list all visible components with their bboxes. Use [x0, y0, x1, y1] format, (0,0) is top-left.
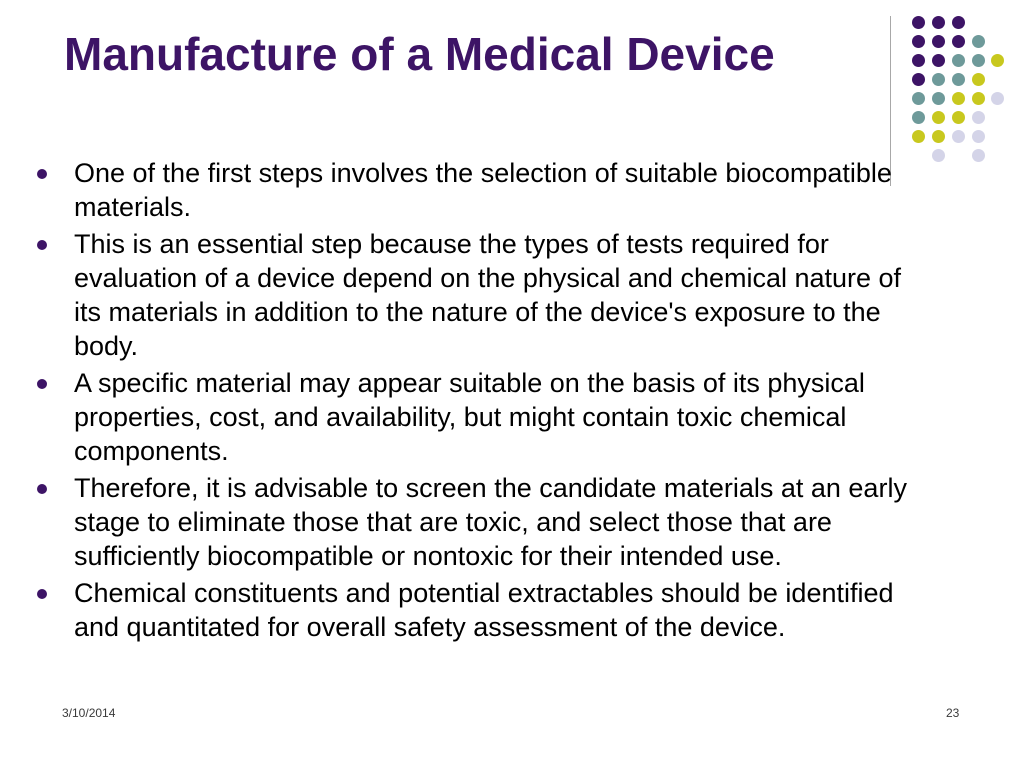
bullet-text: Chemical constituents and potential extractables should be identified and quantitated for overall safety assessment of the device. — [74, 578, 894, 642]
decor-dot — [912, 16, 925, 29]
decor-dot — [912, 54, 925, 67]
decor-dot — [952, 111, 965, 124]
bullet-text: One of the first steps involves the selection of suitable biocompatible materials. — [74, 158, 892, 222]
decor-dot — [972, 73, 985, 86]
bullet-text: This is an essential step because the types of tests required for evaluation of a device depend on the physical and chemical nature of its materials in addition to the nature of the device's exposure to the body. — [74, 229, 902, 361]
decor-dot — [972, 35, 985, 48]
decor-dot — [932, 130, 945, 143]
decor-dot — [972, 149, 985, 162]
decor-dot — [972, 92, 985, 105]
bullet-dot-icon — [37, 379, 47, 389]
decor-dot — [932, 16, 945, 29]
bullet-dot-icon — [37, 589, 47, 599]
page-number: 23 — [946, 706, 960, 720]
decor-dot — [932, 54, 945, 67]
decor-dot — [952, 73, 965, 86]
decor-dot — [932, 92, 945, 105]
bullet-item — [34, 366, 934, 468]
decor-dot — [972, 54, 985, 67]
decor-dot — [912, 92, 925, 105]
bullet-dot-icon — [37, 240, 47, 250]
bullet-item — [34, 227, 934, 363]
bullet-dot-icon — [37, 484, 47, 494]
decor-dot — [932, 73, 945, 86]
decor-dot — [952, 130, 965, 143]
decor-dot — [932, 111, 945, 124]
bullet-item — [34, 156, 934, 224]
bullet-list — [34, 156, 934, 647]
bullet-item — [34, 471, 934, 573]
decor-dot — [952, 92, 965, 105]
decor-dot — [912, 111, 925, 124]
decor-dot — [912, 130, 925, 143]
slide-title: Manufacture of a Medical Device — [64, 28, 775, 80]
bullet-text: Therefore, it is advisable to screen the candidate materials at an early stage to eliminate those that are toxic, and select those that are sufficiently biocompatible or nontoxic for their intended use. — [74, 473, 907, 571]
decor-dot — [972, 130, 985, 143]
decor-dot — [991, 92, 1004, 105]
decor-dot — [952, 16, 965, 29]
decor-dot — [952, 35, 965, 48]
bullet-text: A specific material may appear suitable on the basis of its physical properties, cost, and availability, but might contain toxic chemical components. — [74, 368, 865, 466]
bullet-dot-icon — [37, 169, 47, 179]
decor-dot — [991, 54, 1004, 67]
decor-dot — [912, 35, 925, 48]
bullet-item — [34, 576, 934, 644]
decor-dot — [932, 35, 945, 48]
decor-dot — [952, 54, 965, 67]
decor-dot — [912, 73, 925, 86]
decor-dot — [972, 111, 985, 124]
footer-date: 3/10/2014 — [62, 706, 116, 720]
